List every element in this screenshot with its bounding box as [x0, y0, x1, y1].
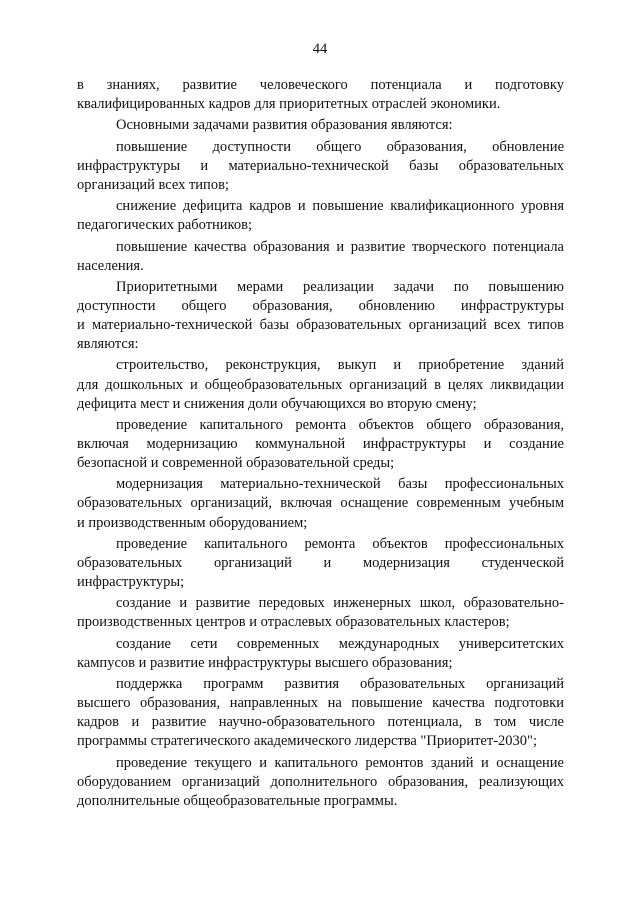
text-line: создание и развитие передовых инженерных школ, образовательно- — [116, 595, 564, 612]
text-line: высшего образования, направленных на повышение качества подготовки — [77, 695, 564, 712]
paragraph — [77, 635, 564, 673]
paragraph — [77, 238, 564, 276]
text-line: Приоритетными мерами реализации задачи по повышению — [116, 278, 564, 295]
paragraph — [77, 116, 564, 135]
text-line: производственных центров и отраслевых образовательных кластеров; — [77, 614, 510, 631]
text-line: проведение текущего и капитального ремонтов зданий и оснащение — [116, 754, 564, 771]
text-line: кампусов и развитие инфраструктуры высшего образования; — [77, 654, 453, 671]
document-body — [77, 76, 564, 811]
text-line: дополнительные общеобразовательные программы. — [77, 792, 398, 809]
text-line: и производственным оборудованием; — [77, 514, 308, 531]
text-line: инфраструктуры и материально-технической базы образовательных — [77, 157, 564, 174]
paragraph — [77, 76, 564, 114]
paragraph — [77, 138, 564, 195]
paragraph — [77, 356, 564, 413]
paragraph — [77, 278, 564, 354]
text-line: для дошкольных и общеобразовательных организаций в целях ликвидации — [77, 376, 564, 393]
text-line: программы стратегического академического лидерства "Приоритет-2030"; — [77, 733, 537, 750]
text-line: педагогических работников; — [77, 217, 252, 234]
paragraph — [77, 754, 564, 811]
text-line: дефицита мест и снижения доли обучающихся во вторую смену; — [77, 395, 477, 412]
text-line: образовательных организаций, включая оснащение современным учебным — [77, 495, 564, 512]
text-line: являются: — [77, 336, 139, 353]
text-line: инфраструктуры; — [77, 574, 185, 591]
text-line: образовательных организаций и модернизация студенческой — [77, 554, 564, 571]
text-line: организаций всех типов; — [77, 176, 229, 193]
text-line: проведение капитального ремонта объектов общего образования, — [116, 416, 564, 433]
text-line: квалифицированных кадров для приоритетных отраслей экономики. — [77, 96, 501, 113]
text-line: кадров и развитие научно-образовательного потенциала, в том числе — [77, 714, 564, 731]
text-line: проведение капитального ремонта объектов профессиональных — [116, 535, 564, 552]
text-line: поддержка программ развития образовательных организаций — [116, 676, 564, 693]
text-line: Основными задачами развития образования являются: — [116, 117, 453, 134]
text-line: населения. — [77, 257, 144, 274]
paragraph — [77, 594, 564, 632]
text-line: повышение качества образования и развитие творческого потенциала — [116, 238, 564, 255]
text-line: снижение дефицита кадров и повышение квалификационного уровня — [116, 198, 564, 215]
text-line: повышение доступности общего образования, обновление — [116, 138, 564, 155]
text-line: оборудованием организаций дополнительного образования, реализующих — [77, 773, 564, 790]
paragraph — [77, 416, 564, 473]
paragraph — [77, 535, 564, 592]
text-line: доступности общего образования, обновлению инфраструктуры — [77, 297, 564, 314]
page-number: 44 — [312, 41, 328, 57]
text-line: безопасной и современной образовательной среды; — [77, 455, 395, 472]
text-line: модернизация материально-технической базы профессиональных — [116, 476, 564, 493]
paragraph — [77, 197, 564, 235]
text-line: строительство, реконструкция, выкуп и приобретение зданий — [116, 357, 564, 374]
paragraph — [77, 475, 564, 532]
text-line: в знаниях, развитие человеческого потенциала и подготовку — [77, 77, 564, 93]
paragraph — [77, 675, 564, 751]
text-line: и материально-технической базы образовательных организаций всех типов — [77, 317, 564, 334]
text-line: включая модернизацию коммунальной инфраструктуры и создание — [77, 436, 564, 452]
text-line: создание сети современных международных университетских — [116, 635, 564, 652]
